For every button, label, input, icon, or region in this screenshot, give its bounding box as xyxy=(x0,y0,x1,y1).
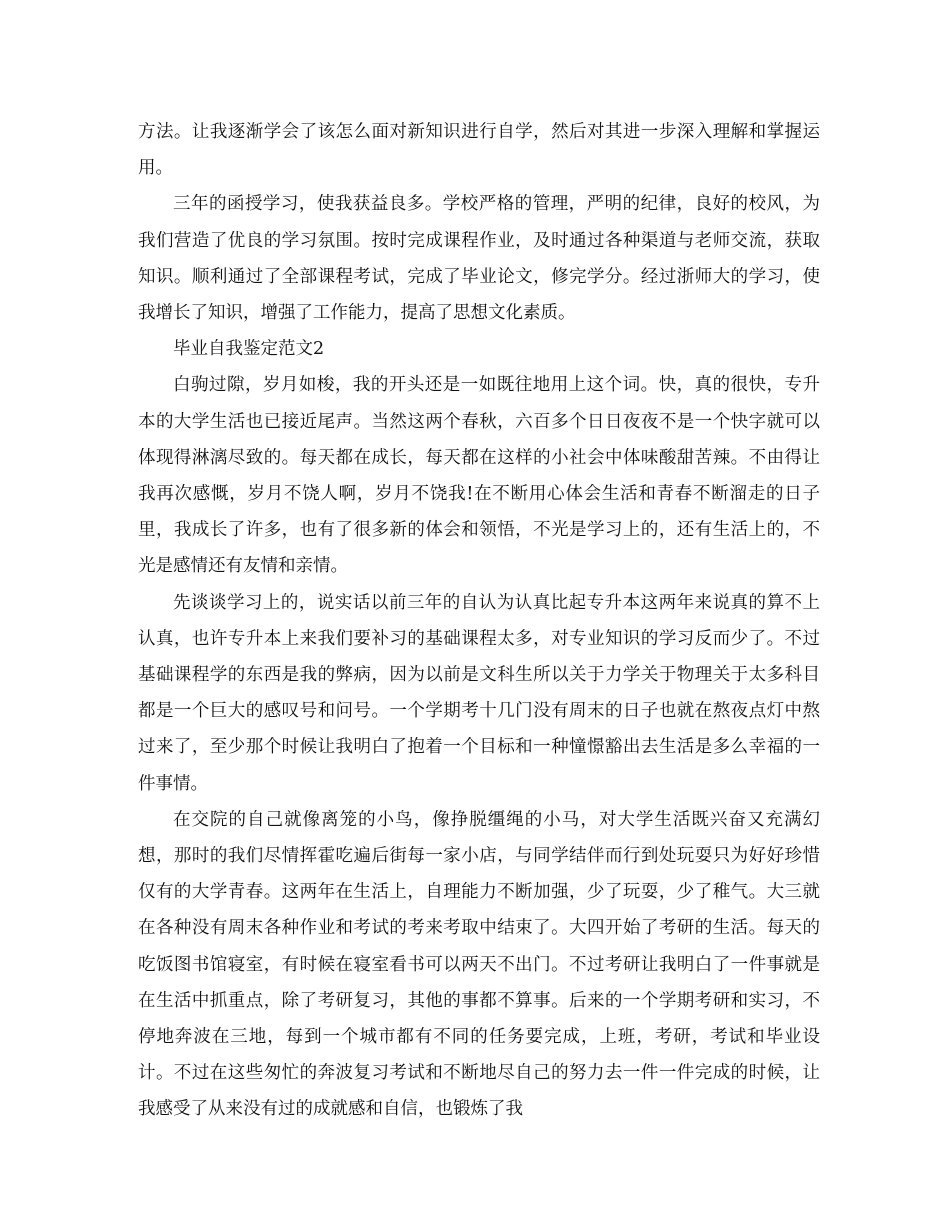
paragraph-3: 白驹过隙，岁月如梭，我的开头还是一如既往地用上这个词。快，真的很快，专升本的大学生活也已接近尾声。当然这两个春秋，六百多个日日夜夜不是一个快字就可以体现得淋漓尽致的。每天都在成长，每天都在这样的小社会中体味酸甜苦辣。不由得让我再次感慨，岁月不饶人啊，岁月不饶我!在不断用心体会生活和青春不断溜走的日子里，我成长了许多，也有了很多新的体会和领悟，不光是学习上的，还有生活上的，不光是感情还有友情和亲情。 xyxy=(138,375,820,577)
paragraph-4: 先谈谈学习上的，说实话以前三年的自认为认真比起专升本这两年来说真的算不上认真，也许专升本上来我们要补习的基础课程太多，对专业知识的学习反而少了。不过基础课程学的东西是我的弊病，因为以前是文科生所以关于力学关于物理关于太多科目都是一个巨大的感叹号和问号。一个学期考十几门没有周末的日子也就在熬夜点灯中熬过来了，至少那个时候让我明白了抱着一个目标和一种憧憬豁出去生活是多么幸福的一件事情。 xyxy=(138,592,820,794)
paragraph-5: 在交院的自己就像离笼的小鸟，像挣脱缰绳的小马，对大学生活既兴奋又充满幻想，那时的我们尽情挥霍吃遍后街每一家小店，与同学结伴而行到处玩耍只为好好珍惜仅有的大学青春。这两年在生活上，自理能力不断加强，少了玩耍，少了稚气。大三就在各种没有周末各种作业和考试的考来考取中结束了。大四开始了考研的生活。每天的吃饭图书馆寝室，有时候在寝室看书可以两天不出门。不过考研让我明白了一件事就是在生活中抓重点，除了考研复习，其他的事都不算事。后来的一个学期考研和实习，不停地奔波在三地，每到一个城市都有不同的任务要完成，上班，考研，考试和毕业设计。不过在这些匆忙的奔波复习考试和不断地尽自己的努力去一件一件完成的时候，让我感受了从来没有过的成就感和自信，也锻炼了我 xyxy=(138,809,820,1120)
document-body xyxy=(138,114,820,1128)
paragraph-2: 三年的函授学习，使我获益良多。学校严格的管理，严明的纪律，良好的校风，为我们营造了优良的学习氛围。按时完成课程作业，及时通过各种渠道与老师交流，获取知识。顺利通过了全部课程考试，完成了毕业论文，修完学分。经过浙师大的学习，使我增长了知识，增强了工作能力，提高了思想文化素质。 xyxy=(138,194,820,324)
section-heading: 毕业自我鉴定范文2 xyxy=(173,339,325,360)
paragraph-1: 方法。让我逐渐学会了该怎么面对新知识进行自学，然后对其进一步深入理解和掌握运用。 xyxy=(138,122,820,179)
